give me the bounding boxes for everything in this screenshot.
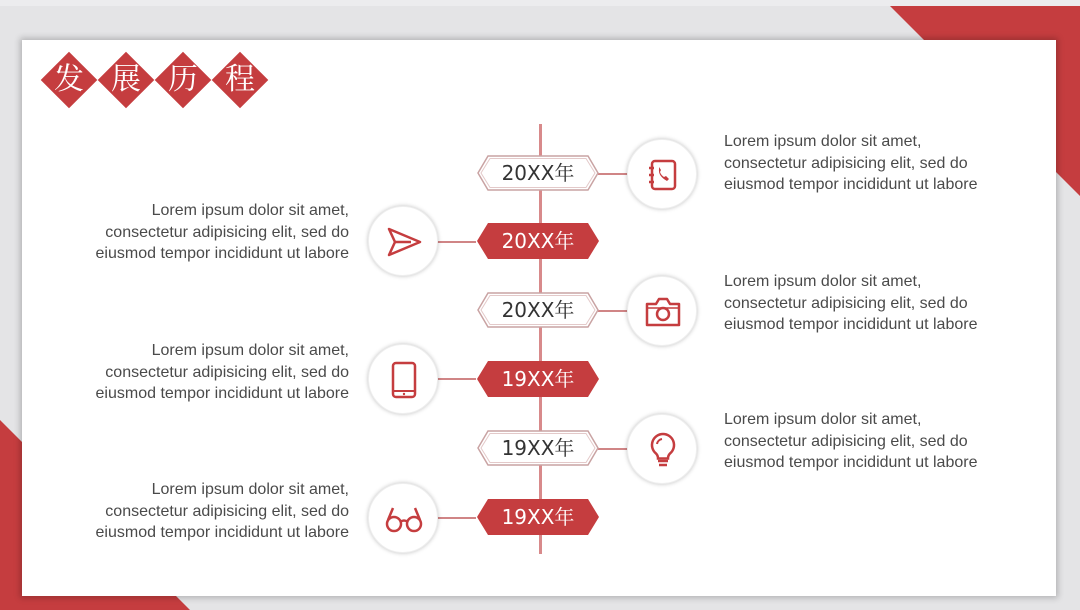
icon-circle <box>627 276 697 346</box>
glasses-icon <box>384 499 424 539</box>
description-line: consectetur adipisicing elit, sed do <box>724 432 968 450</box>
icon-circle <box>368 344 438 414</box>
description-line: Lorem ipsum dolor sit amet, <box>724 411 922 428</box>
event-description <box>96 200 349 265</box>
icon-circle <box>368 206 438 276</box>
year-label: 20XX年 <box>501 298 575 322</box>
icon-circle <box>627 414 697 484</box>
timeline-connector <box>598 310 628 312</box>
timeline-connector <box>598 173 628 175</box>
paper-plane-icon <box>384 222 424 262</box>
event-description <box>724 271 977 336</box>
icon-circle <box>368 483 438 553</box>
phone-book-icon <box>643 155 683 195</box>
description-line: eiusmod tempor incididunt ut labore <box>724 316 978 333</box>
year-label: 19XX年 <box>501 436 575 460</box>
year-label: 19XX年 <box>501 505 575 529</box>
description-line: consectetur adipisicing elit, sed do <box>724 154 968 172</box>
title-char: 程 <box>225 62 255 97</box>
description-line: Lorem ipsum dolor sit amet, <box>151 202 349 219</box>
event-description <box>96 340 349 405</box>
description-line: Lorem ipsum dolor sit amet, <box>151 342 349 359</box>
title-char: 展 <box>111 62 141 97</box>
year-label: 20XX年 <box>501 161 575 185</box>
year-pill <box>476 498 600 536</box>
description-line: eiusmod tempor incididunt ut labore <box>95 385 349 402</box>
description-line: eiusmod tempor incididunt ut labore <box>95 524 349 541</box>
camera-icon <box>643 292 683 332</box>
timeline-connector <box>598 448 628 450</box>
timeline-connector <box>436 378 476 380</box>
description-line: eiusmod tempor incididunt ut labore <box>95 245 349 262</box>
title-char: 历 <box>168 62 198 97</box>
description-line: Lorem ipsum dolor sit amet, <box>151 481 349 498</box>
timeline-connector <box>436 241 476 243</box>
event-description <box>96 479 349 544</box>
year-pill <box>476 429 600 467</box>
timeline-connector <box>436 517 476 519</box>
event-description <box>724 409 977 474</box>
event-description <box>724 131 977 196</box>
year-pill <box>476 360 600 398</box>
description-line: Lorem ipsum dolor sit amet, <box>724 273 922 290</box>
year-pill <box>476 154 600 192</box>
lightbulb-icon <box>643 430 683 470</box>
icon-circle <box>627 139 697 209</box>
description-line: consectetur adipisicing elit, sed do <box>105 223 349 241</box>
description-line: eiusmod tempor incididunt ut labore <box>724 454 978 471</box>
description-line: consectetur adipisicing elit, sed do <box>105 363 349 381</box>
title-char: 发 <box>54 62 84 97</box>
year-label: 20XX年 <box>501 229 575 253</box>
description-line: consectetur adipisicing elit, sed do <box>724 294 968 312</box>
year-pill <box>476 222 600 260</box>
description-line: eiusmod tempor incididunt ut labore <box>724 176 978 193</box>
description-line: Lorem ipsum dolor sit amet, <box>724 133 922 150</box>
description-line: consectetur adipisicing elit, sed do <box>105 502 349 520</box>
year-pill <box>476 291 600 329</box>
tablet-icon <box>384 360 424 400</box>
year-label: 19XX年 <box>501 367 575 391</box>
